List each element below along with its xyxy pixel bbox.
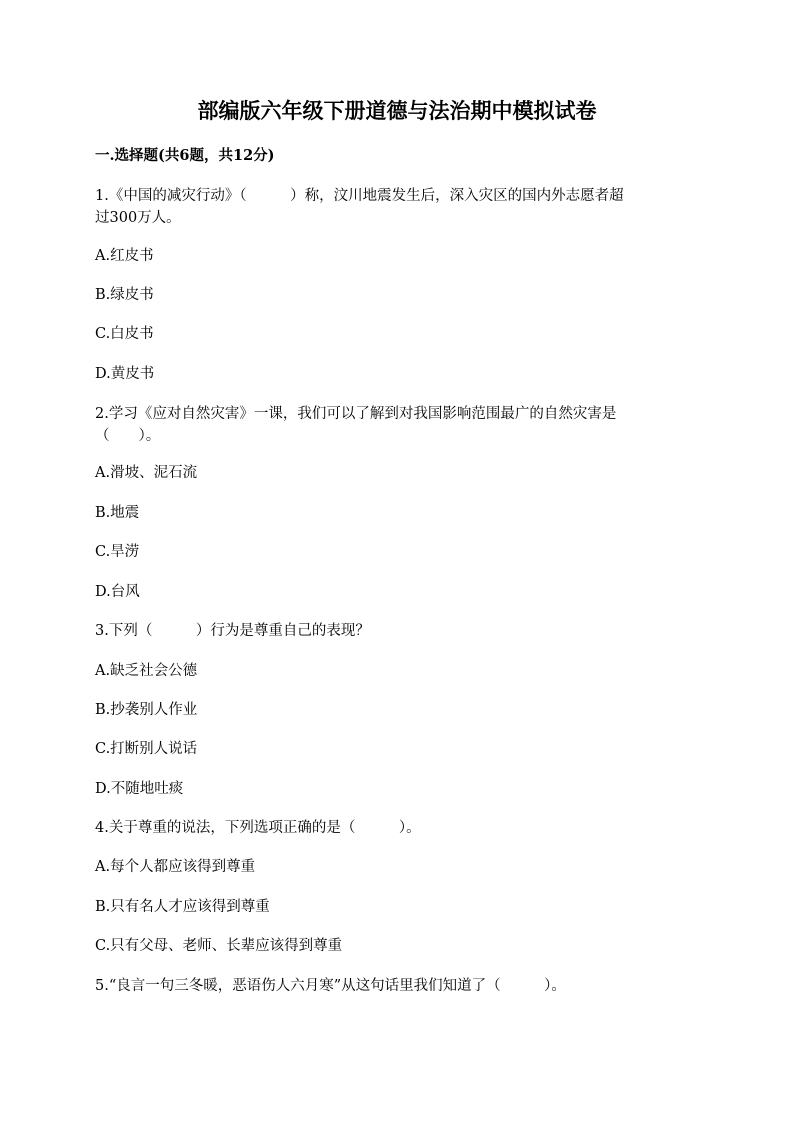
question-1-stem-line-1: 1.《中国的减灾行动》（ ）称，汶川地震发生后，深入灾区的国内外志愿者超 xyxy=(95,188,624,204)
question-4-option-c: C.只有父母、老师、长辈应该得到尊重 xyxy=(95,938,343,954)
question-1-option-c: C.白皮书 xyxy=(95,326,154,342)
question-4-option-b: B.只有名人才应该得到尊重 xyxy=(95,899,270,915)
question-3-option-a: A.缺乏社会公德 xyxy=(95,663,198,679)
question-4-option-a: A.每个人都应该得到尊重 xyxy=(95,859,256,875)
question-2-stem-line-2: （ ）。 xyxy=(95,428,161,444)
question-3-option-c: C.打断别人说话 xyxy=(95,741,198,757)
question-2-option-d: D.台风 xyxy=(95,584,140,600)
question-2-stem-line-1: 2.学习《应对自然灾害》一课，我们可以了解到对我国影响范围最广的自然灾害是 xyxy=(95,406,617,422)
section-heading: 一.选择题(共6题，共12分) xyxy=(95,147,275,164)
page-title: 部编版六年级下册道德与法治期中模拟试卷 xyxy=(197,98,597,123)
question-2-option-b: B.地震 xyxy=(95,505,140,521)
question-1-option-a: A.红皮书 xyxy=(95,248,154,264)
question-3-option-b: B.抄袭别人作业 xyxy=(95,702,198,718)
question-3-stem-line-1: 3.下列（ ）行为是尊重自己的表现？ xyxy=(95,623,370,639)
question-4-stem-line-1: 4.关于尊重的说法，下列选项正确的是（ ）。 xyxy=(95,820,421,836)
question-1-stem-line-2: 过300万人。 xyxy=(95,210,181,226)
question-1-option-b: B.绿皮书 xyxy=(95,287,154,303)
question-1-option-d: D.黄皮书 xyxy=(95,366,155,382)
question-2-option-c: C.旱涝 xyxy=(95,544,140,560)
question-3-option-d: D.不随地吐痰 xyxy=(95,781,184,797)
question-5-stem-line-1: 5.“良言一句三冬暖，恶语伤人六月寒”从这句话里我们知道了（ ）。 xyxy=(95,978,566,994)
question-2-option-a: A.滑坡、泥石流 xyxy=(95,465,198,481)
